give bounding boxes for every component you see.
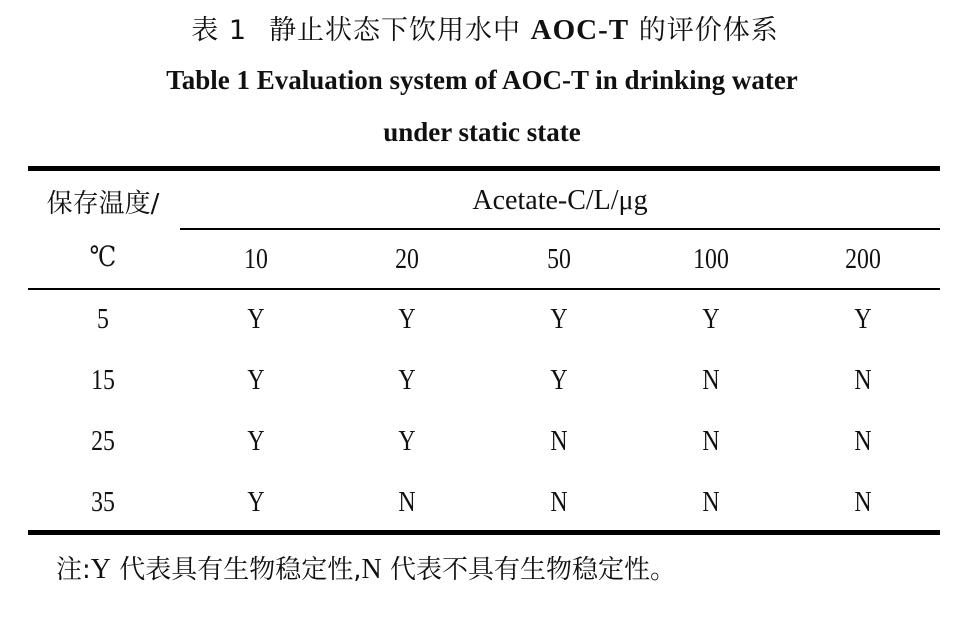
table-cell: Y (702, 304, 720, 335)
row-temp: 25 (91, 426, 115, 457)
table-cell: N (702, 365, 720, 396)
row-temp: 35 (91, 487, 115, 518)
note-n-text: 代表不具有生物稳定性。 (381, 555, 677, 585)
row-header-unit: ℃ (89, 242, 117, 273)
table-cell: Y (550, 304, 568, 335)
table-cell: N (550, 487, 568, 518)
caption-english-line1: Table 1 Evaluation system of AOC-T in drinking water (166, 65, 798, 95)
table-cell: N (854, 487, 872, 518)
column-header: 10 (244, 244, 268, 275)
note-y-text: 代表具有生物稳定性, (111, 555, 362, 585)
table-cell: Y (550, 365, 568, 396)
table-cell: N (398, 487, 416, 518)
column-header: 50 (547, 244, 571, 275)
table-cell: N (854, 426, 872, 457)
table-cell: Y (247, 304, 265, 335)
header-bottom-rule (28, 288, 940, 290)
table-cell: N (550, 426, 568, 457)
note-n: N (361, 554, 382, 585)
column-group-header: Acetate-C/L/μg (472, 185, 648, 216)
table-cell: Y (854, 304, 872, 335)
table-cell: N (702, 426, 720, 457)
table-cell: N (702, 487, 720, 518)
caption-chinese (0, 8, 964, 52)
caption-label: 表 1 (191, 15, 248, 46)
caption-english-line2: under static state (383, 117, 581, 147)
table-cell: Y (398, 304, 416, 335)
caption-title-pre: 静止状态下饮用水中 (269, 15, 522, 46)
table-cell: Y (247, 487, 265, 518)
row-header-label: 保存温度/ (46, 189, 160, 219)
column-group-rule (180, 228, 940, 230)
column-header: 100 (693, 244, 729, 275)
table-bottom-rule (28, 530, 940, 535)
note-y: Y (90, 554, 111, 585)
table-cell: Y (247, 426, 265, 457)
column-header: 200 (845, 244, 881, 275)
note-prefix: 注: (56, 555, 91, 585)
table-cell: N (854, 365, 872, 396)
table-cell: Y (398, 426, 416, 457)
table-cell: Y (247, 365, 265, 396)
row-temp: 15 (91, 365, 115, 396)
column-header: 20 (395, 244, 419, 275)
caption-title-bold: AOC-T (530, 14, 630, 46)
table-top-rule (28, 166, 940, 171)
caption-title-post: 的评价体系 (638, 15, 779, 46)
table-note (56, 550, 676, 590)
row-temp: 5 (97, 304, 109, 335)
table-cell: Y (398, 365, 416, 396)
